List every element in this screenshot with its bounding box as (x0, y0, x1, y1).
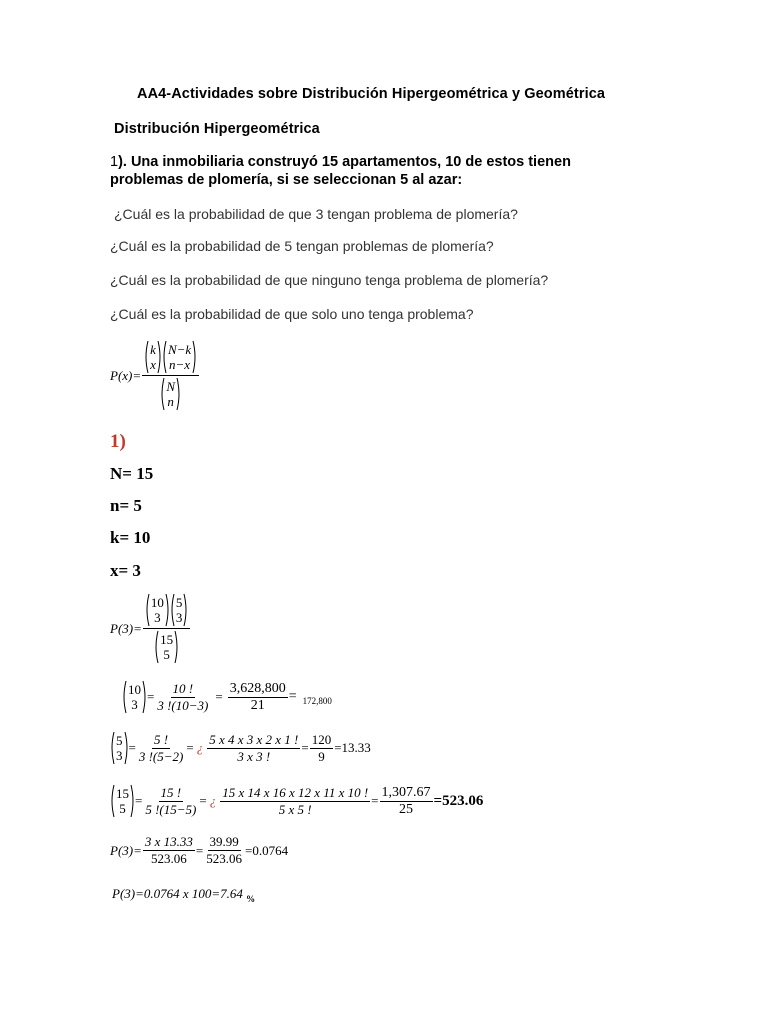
step1-num: 10 ! (172, 680, 194, 696)
problem-text-line2: problemas de plomería, si se seleccionan 5 al azar: (110, 172, 463, 188)
binom-15-5 (154, 630, 179, 664)
question-2: ¿Cuál es la probabilidad de 5 tengan problemas de plomería? (110, 238, 494, 254)
binom-N-n (160, 377, 181, 411)
step1-eq2: = (215, 689, 223, 704)
step1-top: 10 (128, 682, 141, 697)
step3-den3: 25 (399, 801, 414, 817)
step1-eq: = (147, 689, 155, 704)
step2-den: 3 !(5−2) (138, 748, 184, 764)
var-x: x= 3 (110, 561, 141, 580)
step2-equation (110, 731, 371, 765)
p3-c-bot: 5 (163, 647, 170, 662)
step5-equation (112, 886, 255, 902)
step3-den: 5 !(15−5) (145, 801, 197, 817)
step1-eq3: = (288, 689, 297, 704)
step1-num2: 3,628,800 (229, 680, 286, 696)
var-n: n= 5 (110, 496, 142, 515)
step4-den2: 523.06 (206, 851, 242, 866)
step3-eq2: = (199, 793, 207, 808)
step3-num2: 15 x 14 x 16 x 12 x 11 x 10 ! (222, 784, 369, 800)
step3-equation (110, 784, 483, 818)
formula-n-minus-x: n−x (169, 357, 191, 372)
step4-result: =0.0764 (245, 842, 289, 858)
step2-num3: 120 (311, 731, 332, 747)
formula-N-minus-k: N−k (167, 342, 192, 357)
step2-bot: 3 (116, 748, 123, 763)
step3-eq: = (135, 793, 143, 808)
step2-eq3: = (301, 740, 309, 755)
step1-bot: 3 (131, 697, 138, 712)
step2-den2: 3 x 3 ! (237, 748, 271, 764)
step2-num2: 5 x 4 x 3 x 2 x 1 ! (209, 731, 299, 747)
step4-lhs: P(3)= (110, 842, 142, 858)
question-3: ¿Cuál es la probabilidad de que ninguno tenga problema de plomería? (110, 272, 549, 288)
step4-num2: 39.99 (209, 834, 239, 849)
step2-top: 5 (116, 733, 123, 748)
binom-5-3 (170, 593, 189, 627)
step2-den3: 9 (318, 748, 325, 764)
step3-eq3: = (371, 793, 379, 808)
step3-num: 15 ! (160, 784, 182, 800)
section-heading: Distribución Hipergeométrica (114, 121, 320, 137)
step1-den2: 21 (250, 697, 265, 713)
step3-bot: 5 (119, 801, 126, 816)
step4-den: 523.06 (151, 851, 187, 866)
document-title: AA4-Actividades sobre Distribución Hipergeométrica y Geométrica (137, 86, 606, 102)
step3-den2: 5 x 5 ! (278, 801, 312, 817)
step3-top: 15 (116, 786, 129, 801)
var-N: N= 15 (110, 464, 154, 483)
step1-den: 3 !(10−3) (157, 697, 209, 713)
hypergeometric-formula (110, 340, 200, 411)
step3-num3: 1,307.67 (381, 784, 431, 800)
solution-label: 1) (110, 431, 126, 452)
formula-k: k (150, 342, 156, 357)
step4-num: 3 x 13.33 (144, 834, 193, 849)
step2-eq: = (128, 740, 136, 755)
p3-b-bot: 3 (175, 610, 183, 625)
step3-result: =523.06 (433, 792, 484, 809)
step4-eq: = (195, 842, 204, 858)
p3-lhs: P(3)= (110, 620, 142, 636)
question-1: ¿Cuál es la probabilidad de que 3 tengan problema de plomería? (114, 206, 518, 222)
step2-result: =13.33 (334, 740, 371, 755)
p3-a-top: 10 (150, 595, 164, 610)
var-k: k= 10 (110, 528, 151, 547)
problem-number: 1 (110, 154, 119, 170)
formula-x: x (150, 357, 156, 372)
step4-equation (110, 835, 288, 866)
binom-10-3 (145, 593, 170, 627)
step3-glyph: ¿ (209, 793, 217, 808)
binom-N-k (162, 340, 197, 374)
step2-eq2: = (186, 740, 194, 755)
p3-b-top: 5 (175, 595, 183, 610)
step5-pct: % (246, 894, 256, 904)
formula-n: n (167, 394, 174, 409)
formula-lhs: P(x)= (110, 367, 142, 383)
question-4: ¿Cuál es la probabilidad de que solo uno tenga problema? (110, 306, 474, 322)
step2-num: 5 ! (154, 731, 169, 747)
p3-c-top: 15 (160, 632, 174, 647)
step5-text: P(3)=0.0764 x 100=7.64 (112, 886, 243, 901)
p3-a-bot: 3 (154, 610, 161, 625)
formula-N: N (166, 379, 175, 394)
problem-statement (110, 153, 571, 189)
problem-text-line1: ). Una inmobiliaria construyó 15 apartamentos, 10 de estos tienen (118, 154, 571, 170)
step1-equation (122, 680, 332, 714)
p3-formula (110, 593, 191, 664)
step2-glyph: ¿ (196, 740, 204, 755)
binom-k-x (144, 340, 162, 374)
step1-result: 172,800 (302, 696, 332, 706)
